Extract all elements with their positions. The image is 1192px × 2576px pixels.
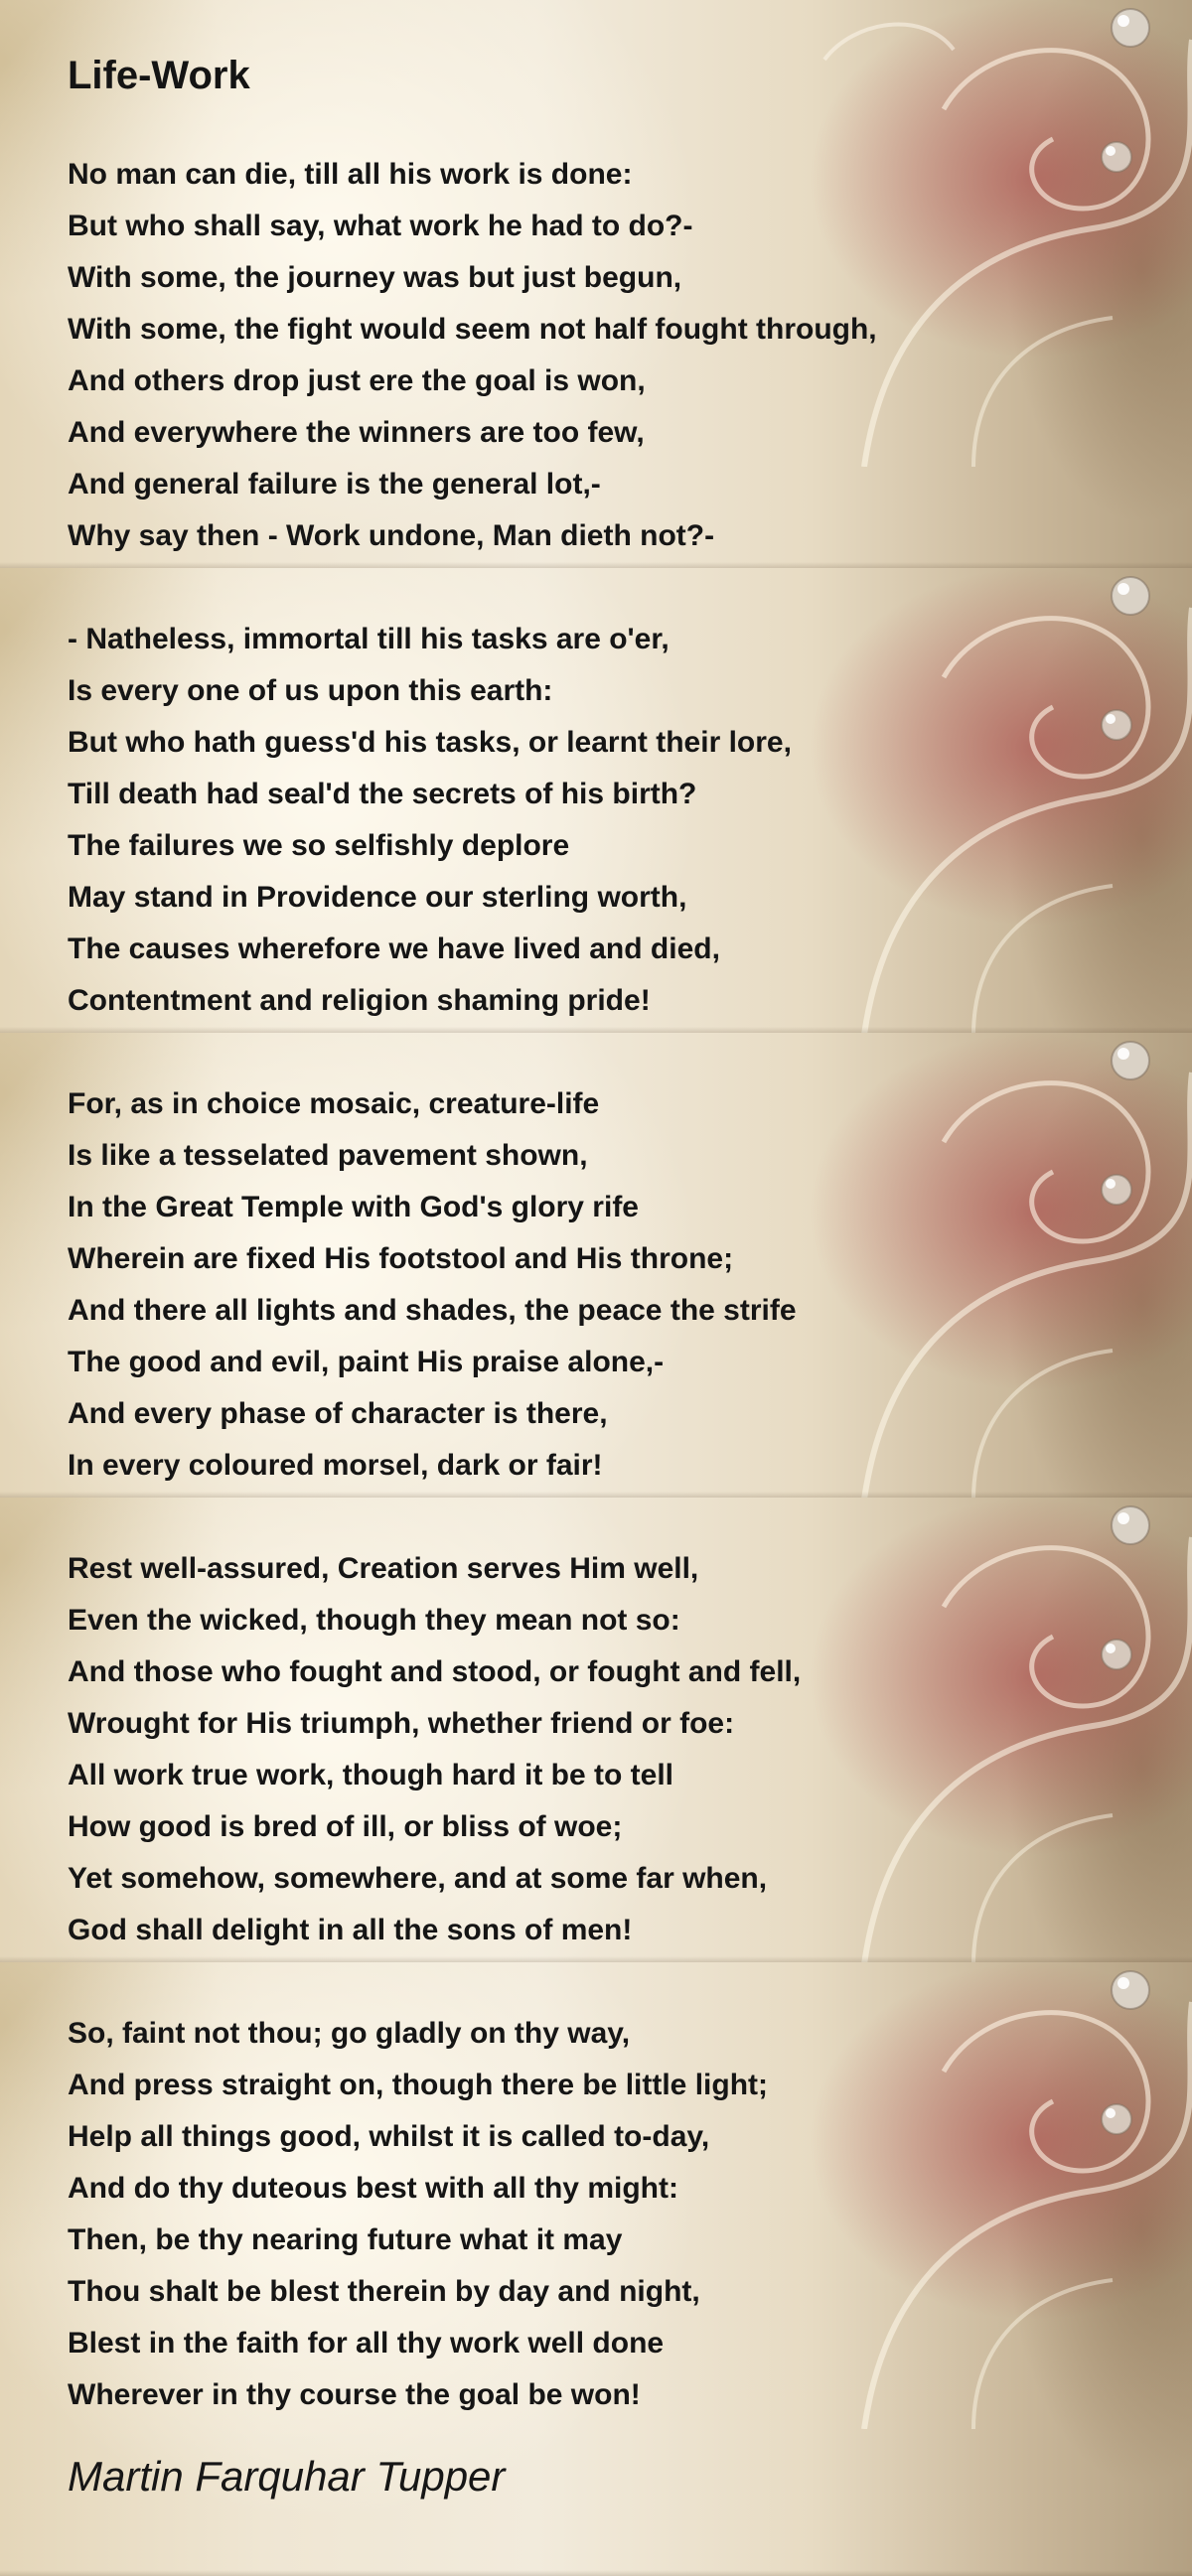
poem-line: And general failure is the general lot,- (68, 468, 601, 501)
poem-author: Martin Farquhar Tupper (68, 2453, 506, 2500)
poem-line: May stand in Providence our sterling worth, (68, 881, 687, 914)
poem-line: Then, be thy nearing future what it may (68, 2223, 623, 2256)
poem-line: Blest in the faith for all thy work well done (68, 2327, 665, 2360)
poem-line: God shall delight in all the sons of men! (68, 1914, 633, 1946)
poem-line: Yet somehow, somewhere, and at some far when, (68, 1862, 768, 1895)
poem-line: In the Great Temple with God's glory rife (68, 1191, 639, 1223)
poem-line: But who shall say, what work he had to do?- (68, 210, 693, 242)
poem-title: Life-Work (68, 54, 250, 97)
poem-line: Even the wicked, though they mean not so: (68, 1604, 680, 1637)
stanza-panel-2 (0, 568, 1192, 1033)
poem-line: For, as in choice mosaic, creature-life (68, 1087, 600, 1120)
stanza-5 (68, 2008, 768, 2421)
poem-line: Wrought for His triumph, whether friend or foe: (68, 1707, 735, 1740)
poem-line: No man can die, till all his work is done: (68, 158, 633, 191)
poem-line: With some, the journey was but just begun, (68, 261, 682, 294)
poem-line: In every coloured morsel, dark or fair! (68, 1449, 603, 1482)
poem-line: Why say then - Work undone, Man dieth not?- (68, 519, 715, 552)
poem-line: And everywhere the winners are too few, (68, 416, 645, 449)
poem-line: And do thy duteous best with all thy might: (68, 2172, 678, 2205)
stanza-1 (68, 149, 877, 562)
stanza-panel-5 (0, 1962, 1192, 2576)
poem-line: And others drop just ere the goal is won, (68, 364, 646, 397)
poem-line: All work true work, though hard it be to tell (68, 1759, 674, 1791)
floral-ornament (715, 1962, 1192, 2429)
poem-line: And every phase of character is there, (68, 1397, 608, 1430)
poem-line: - Natheless, immortal till his tasks are o'er, (68, 623, 670, 655)
poem-line: But who hath guess'd his tasks, or learnt their lore, (68, 726, 792, 759)
poem-line: And those who fought and stood, or fought and fell, (68, 1655, 802, 1688)
stanza-3 (68, 1078, 797, 1492)
poem-line: Thou shalt be blest therein by day and night, (68, 2275, 700, 2308)
stanza-panel-3 (0, 1033, 1192, 1498)
poem-line: Till death had seal'd the secrets of his birth? (68, 778, 697, 810)
poem-line: Help all things good, whilst it is called to-day, (68, 2120, 710, 2153)
poem-line: Contentment and religion shaming pride! (68, 984, 651, 1017)
poem-line: And there all lights and shades, the peace the strife (68, 1294, 797, 1327)
poem-line: Is like a tesselated pavement shown, (68, 1139, 588, 1172)
poem-line: Is every one of us upon this earth: (68, 674, 553, 707)
poem-line: And press straight on, though there be little light; (68, 2069, 768, 2101)
stanza-2 (68, 614, 792, 1027)
poem-line: Wherein are fixed His footstool and His throne; (68, 1242, 734, 1275)
poem-line: Rest well-assured, Creation serves Him well, (68, 1552, 699, 1585)
poem-line: The causes wherefore we have lived and died, (68, 932, 720, 965)
poem-line: How good is bred of ill, or bliss of woe; (68, 1810, 623, 1843)
stanza-4 (68, 1543, 801, 1956)
poem-line: With some, the fight would seem not half fought through, (68, 313, 877, 346)
poem-line: The good and evil, paint His praise alone,- (68, 1346, 665, 1378)
poem-line: Wherever in thy course the goal be won! (68, 2378, 641, 2411)
poem-line: The failures we so selfishly deplore (68, 829, 570, 862)
poem-line: So, faint not thou; go gladly on thy way, (68, 2017, 631, 2050)
stanza-panel-4 (0, 1498, 1192, 1962)
stanza-panel-1 (0, 0, 1192, 568)
